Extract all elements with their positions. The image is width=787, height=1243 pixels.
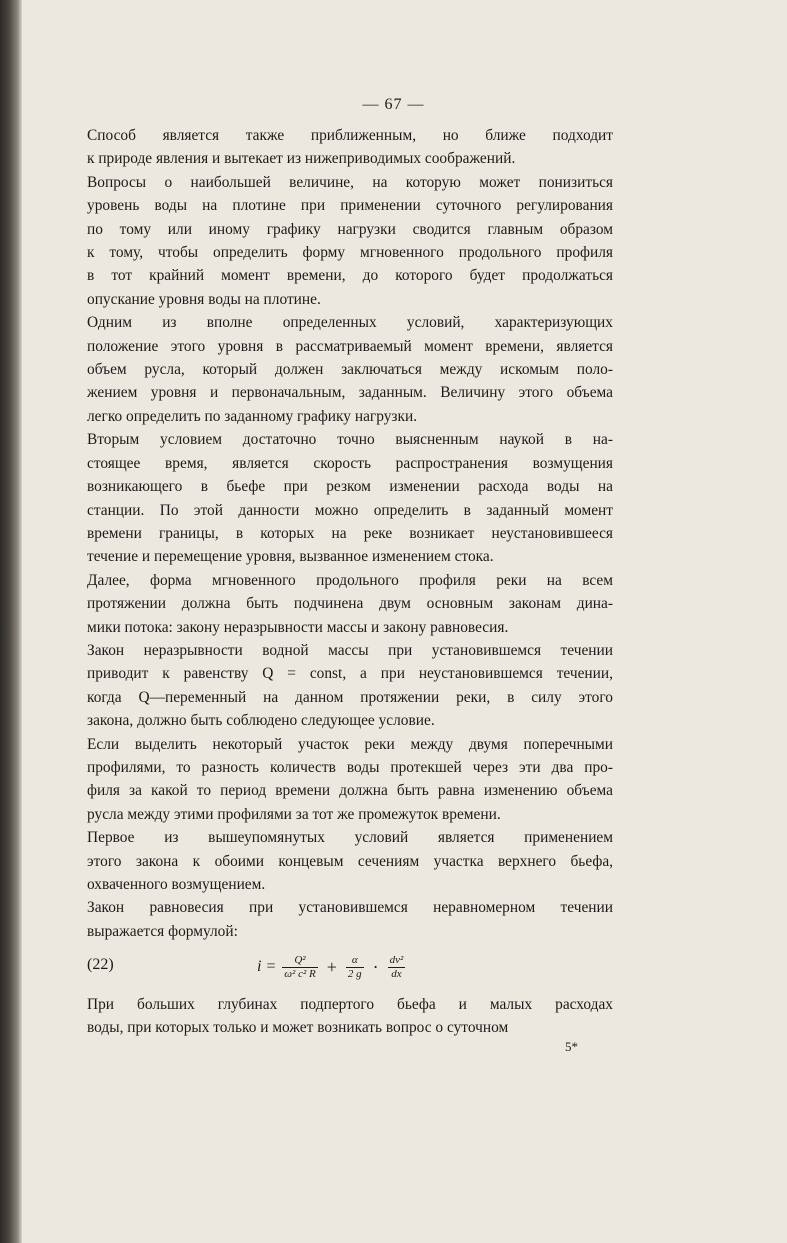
text-line: течение и перемещение уровня, вызванное изменением стока. <box>87 548 494 566</box>
fraction-1-numerator: Q² <box>282 954 317 968</box>
text-line: мики потока: закону неразрывности массы и закону равновесия. <box>87 618 509 636</box>
body-text <box>87 124 613 943</box>
fraction-1 <box>282 954 317 981</box>
text-line: объем русла, который должен заключаться между искомым поло- <box>87 361 613 379</box>
text-line: жением уровня и первоначальным, заданным. Величину этого объема <box>87 384 613 402</box>
fraction-3 <box>388 954 406 981</box>
text-line: легко определить по заданному графику нагрузки. <box>87 407 418 425</box>
paragraph <box>87 639 613 733</box>
text-line: возникающего в бьефе при резком изменении расхода воды на <box>87 478 613 496</box>
text-line: При больших глубинах подпертого бьефа и малых расходах <box>87 996 613 1013</box>
fraction-2-numerator: α <box>346 954 364 968</box>
equation-22 <box>87 954 613 988</box>
text-line: профилями, то разность количеств воды протекшей через эти два про- <box>87 758 613 776</box>
text-line: опускание уровня воды на плотине. <box>87 290 321 308</box>
book-spine-shadow <box>0 0 22 1243</box>
paragraph <box>87 171 613 311</box>
text-line: воды, при которых только и может возникать вопрос о суточном <box>87 1019 509 1037</box>
fraction-3-numerator: dv² <box>389 954 404 966</box>
signature-mark: 5* <box>565 1039 578 1054</box>
dot-operator: · <box>372 957 379 977</box>
fraction-3-denominator: dx <box>391 968 402 980</box>
text-line: Способ является также приближенным, но ближе подходит <box>87 127 613 144</box>
paragraph <box>87 826 613 896</box>
text-line: Далее, форма мгновенного продольного профиля реки на всем <box>87 571 613 589</box>
fraction-2-denominator: 2 g <box>347 968 362 980</box>
text-line: протяжении должна быть подчинена двум основным законам дина- <box>87 595 613 613</box>
text-line: к природе явления и вытекает из нижеприводимых соображений. <box>87 150 516 168</box>
text-line: Закон равновесия при установившемся неравномерном течении <box>87 899 613 917</box>
text-line: Первое из вышеупомянутых условий является применением <box>87 829 613 847</box>
text-line: Вопросы о наибольшей величине, на которую может понизиться <box>87 173 613 191</box>
text-line: охваченного возмущением. <box>87 876 266 893</box>
text-line: в тот крайний момент времени, до которого будет продолжаться <box>87 267 613 285</box>
fraction-2 <box>346 954 364 981</box>
text-line: Одним из вполне определенных условий, характеризующих <box>87 314 613 332</box>
text-line: филя за какой то период времени должна быть равна изменению объема <box>87 782 613 800</box>
text-line: русла между этими профилями за тот же промежуток времени. <box>87 805 501 823</box>
equation-number: (22) <box>87 956 114 973</box>
page-number: — 67 — <box>362 96 425 113</box>
plus-operator: + <box>326 957 337 977</box>
paragraph <box>87 733 613 827</box>
paragraph <box>87 428 613 568</box>
paragraph <box>87 124 613 171</box>
text-line: уровень воды на плотине при применении суточного регулирования <box>87 197 613 215</box>
text-line: выражается формулой: <box>87 922 238 940</box>
text-line: Если выделить некоторый участок реки между двумя поперечными <box>87 735 613 753</box>
text-line: закона, должно быть соблюдено следующее условие. <box>87 712 435 730</box>
formula <box>257 954 407 981</box>
text-line: положение этого уровня в рассматриваемый момент времени, является <box>87 337 613 355</box>
text-line: к тому, чтобы определить форму мгновенного продольного профиля <box>87 244 613 262</box>
paragraph <box>87 569 613 639</box>
formula-lhs: i = <box>257 958 277 976</box>
text-line: по тому или иному графику нагрузки сводится главным образом <box>87 220 613 238</box>
text-line: приводит к равенству Q = const, а при неустановившемся течении, <box>87 665 613 683</box>
closing-paragraph <box>87 993 613 1040</box>
fraction-1-denominator: ω² c² R <box>284 968 316 980</box>
text-line: стоящее время, является скорость распространения возмущения <box>87 454 613 472</box>
text-line: станции. По этой данности можно определить в заданный момент <box>87 501 613 519</box>
paragraph <box>87 311 613 428</box>
text-line: Вторым условием достаточно точно выясненным наукой в на- <box>87 431 613 449</box>
text-line: когда Q—переменный на данном протяжении реки, в силу этого <box>87 688 613 706</box>
text-line: этого закона к обоими концевым сечениям участка верхнего бьефа, <box>87 852 613 870</box>
text-line: Закон неразрывности водной массы при установившемся течении <box>87 641 613 659</box>
paragraph <box>87 896 613 943</box>
text-line: времени границы, в которых на реке возникает неустановившееся <box>87 524 613 542</box>
